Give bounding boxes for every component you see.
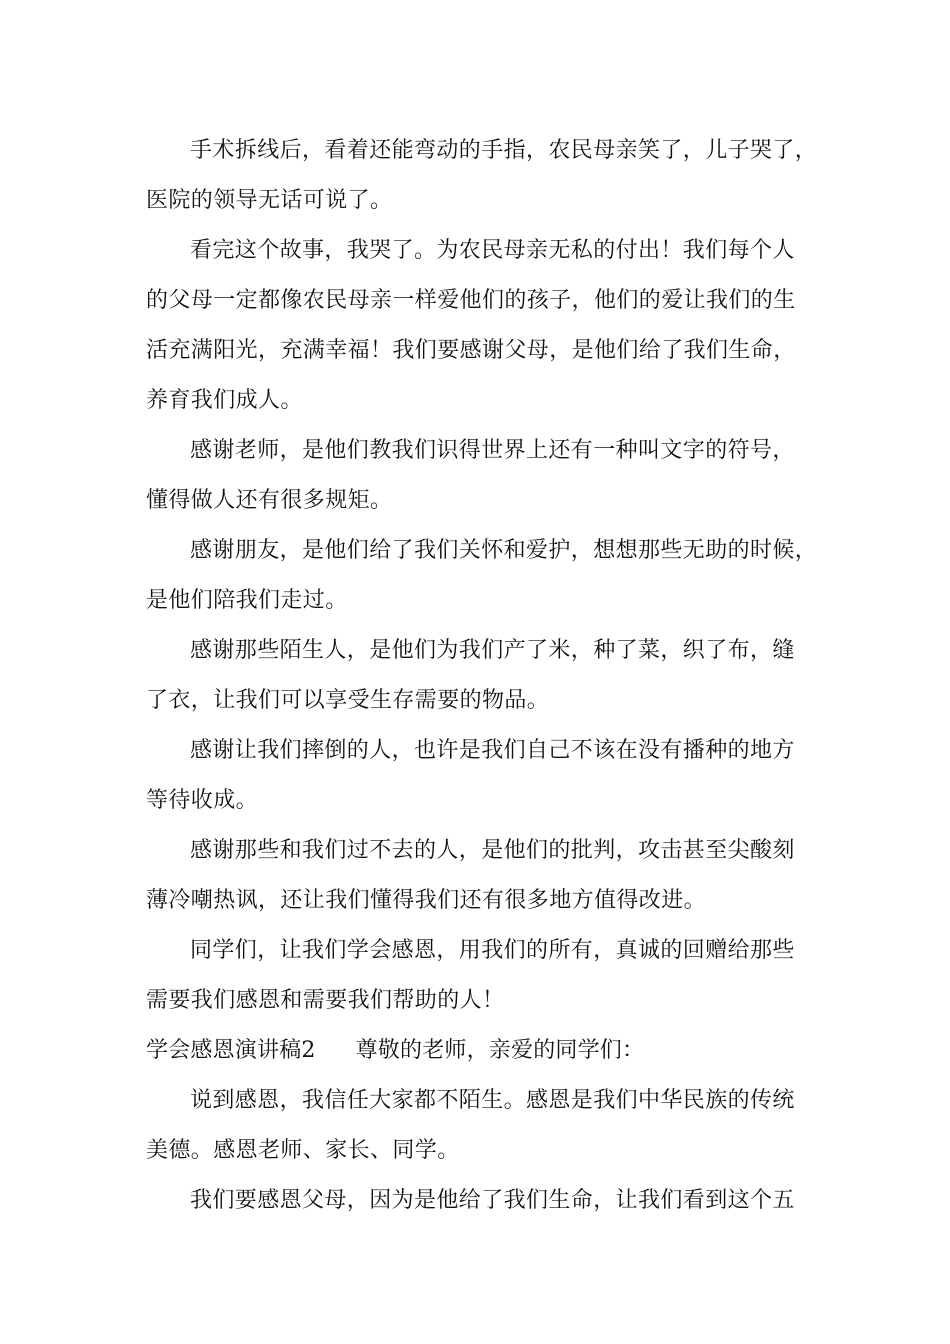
paragraph-line: 美德。感恩老师、家长、同学。	[146, 1138, 460, 1163]
paragraph-line: 感谢老师，是他们教我们识得世界上还有一种叫文字的符号，	[190, 438, 795, 463]
paragraph-line: 感谢那些和我们过不去的人，是他们的批判，攻击甚至尖酸刻	[190, 838, 795, 863]
paragraph-line: 养育我们成人。	[146, 388, 303, 413]
speech-title: 学会感恩演讲稿2	[146, 1038, 316, 1063]
paragraph-line: 医院的领导无话可说了。	[146, 188, 393, 213]
paragraph-line: 同学们，让我们学会感恩，用我们的所有，真诚的回赠给那些	[190, 938, 795, 963]
speech-greeting: 尊敬的老师，亲爱的同学们：	[355, 1038, 645, 1063]
paragraph-line: 我们要感恩父母，因为是他给了我们生命，让我们看到这个五	[190, 1188, 795, 1213]
paragraph-line: 感谢朋友，是他们给了我们关怀和爱护，想想那些无助的时候，	[190, 538, 818, 563]
paragraph-line: 看完这个故事，我哭了。为农民母亲无私的付出！我们每个人	[190, 238, 795, 263]
paragraph-line: 说到感恩，我信任大家都不陌生。感恩是我们中华民族的传统	[190, 1088, 795, 1113]
paragraph-line: 的父母一定都像农民母亲一样爱他们的孩子，他们的爱让我们的生	[146, 288, 796, 313]
paragraph-line: 需要我们感恩和需要我们帮助的人！	[146, 988, 505, 1013]
paragraph-line: 是他们陪我们走过。	[146, 588, 348, 613]
paragraph-line: 薄冷嘲热讽，还让我们懂得我们还有很多地方值得改进。	[146, 888, 707, 913]
paragraph-line: 等待收成。	[146, 788, 259, 813]
paragraph-line: 感谢那些陌生人，是他们为我们产了米，种了菜，织了布，缝	[190, 638, 795, 663]
paragraph-line: 活充满阳光，充满幸福！我们要感谢父母，是他们给了我们生命，	[146, 338, 796, 363]
paragraph-line: 了衣，让我们可以享受生存需要的物品。	[146, 688, 550, 713]
section-heading	[146, 1036, 644, 1066]
paragraph-line: 懂得做人还有很多规矩。	[146, 488, 393, 513]
paragraph-line: 手术拆线后，看着还能弯动的手指，农民母亲笑了，儿子哭了，	[190, 138, 818, 163]
paragraph-line: 感谢让我们摔倒的人，也许是我们自己不该在没有播种的地方	[190, 738, 795, 763]
